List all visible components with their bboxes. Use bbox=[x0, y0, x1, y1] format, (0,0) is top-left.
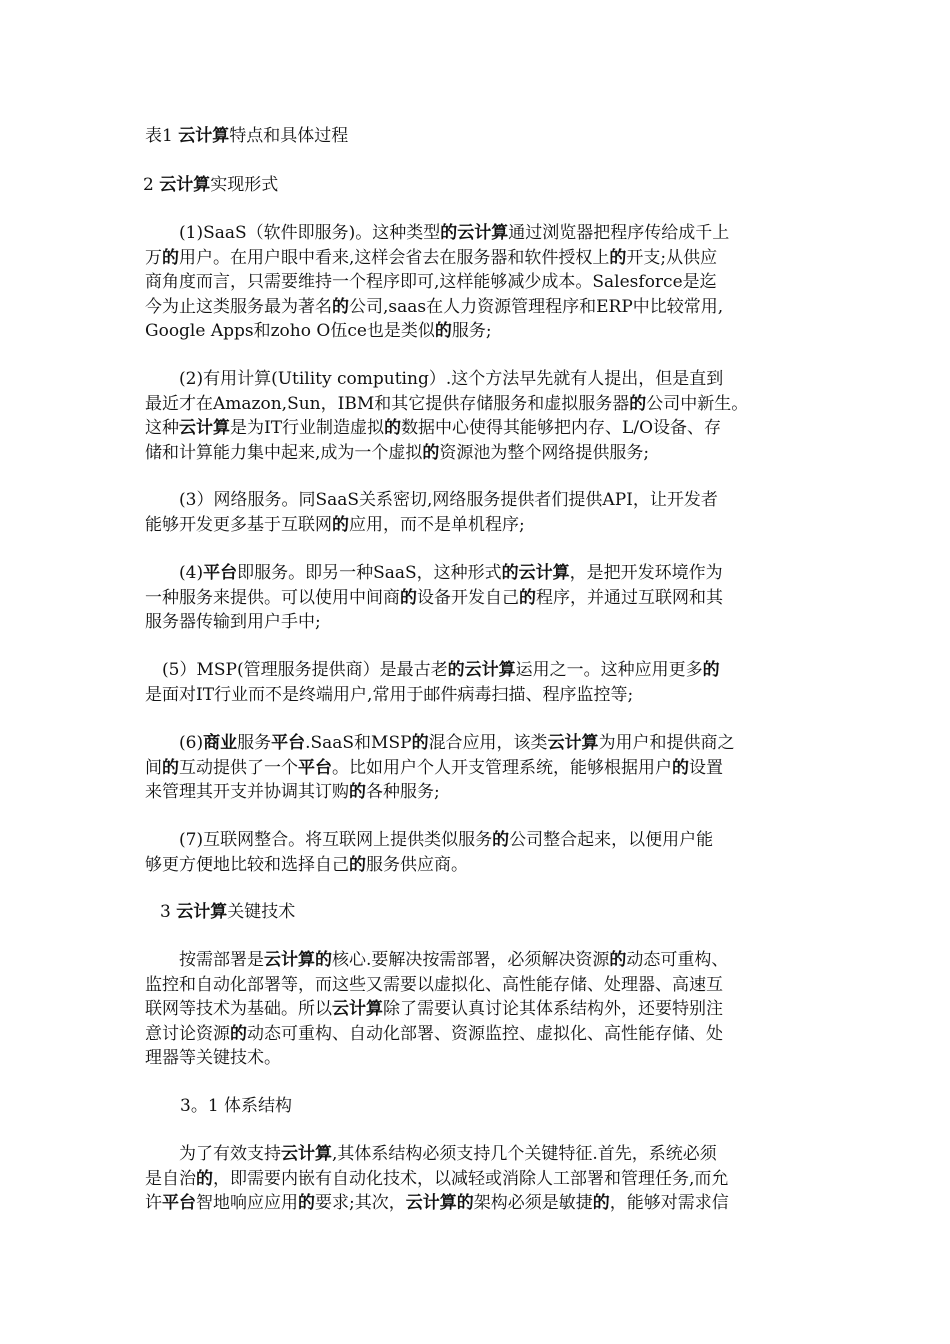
text-run: 够更方便地比较和选择自己 bbox=[145, 854, 349, 875]
bold-text-run: 的 bbox=[230, 1023, 247, 1044]
text-run: 除了需要认真讨论其体系结构外，还要特别注 bbox=[383, 999, 723, 1019]
text-run: 是面对IT行业而不是终端用户,常用于邮件病毒扫描、程序监控等; bbox=[145, 684, 634, 705]
text-run: (7)互联网整合。将互联网上提供类似服务 bbox=[145, 830, 493, 850]
bold-text-run: 的云计算 bbox=[447, 660, 516, 680]
bold-text-run: 的 bbox=[384, 418, 402, 438]
text-run: 服务 bbox=[237, 733, 272, 753]
paragraph-key-technologies bbox=[145, 948, 805, 1071]
text-run: 最近才在Amazon,Sun，IBM和其它提供存储服务和虚拟服务器 bbox=[145, 393, 630, 414]
text-run: (6) bbox=[145, 733, 204, 753]
text-line bbox=[145, 610, 805, 635]
text-line bbox=[145, 295, 805, 320]
text-run: 。比如用户个人开支管理系统，能够根据用户 bbox=[332, 757, 672, 778]
text-line bbox=[145, 1142, 805, 1167]
section-3-heading bbox=[160, 900, 295, 925]
text-run: 设置 bbox=[689, 757, 723, 778]
paragraph-commerce-platform bbox=[145, 731, 805, 805]
text-run: 用户。在用户眼中看来,这样会省去在服务器和软件授权上 bbox=[179, 247, 610, 268]
text-run: 开支;从供应 bbox=[626, 247, 718, 268]
text-run: 要求;其次， bbox=[315, 1193, 406, 1213]
text-run: 资源池为整个网络提供服务; bbox=[439, 442, 650, 463]
text-line bbox=[145, 513, 805, 538]
bold-text-run: 云计算 bbox=[176, 902, 228, 922]
bold-text-run: 的 bbox=[298, 1193, 315, 1213]
text-run: 一种服务来提供。可以使用中间商 bbox=[145, 587, 400, 608]
bold-text-run: 的 bbox=[332, 296, 349, 317]
bold-text-run: 的云计算 bbox=[440, 223, 509, 243]
text-run: 3 bbox=[160, 902, 177, 922]
text-run: Google Apps和zoho O伍ce也是类似 bbox=[145, 321, 435, 341]
text-line bbox=[145, 270, 805, 295]
text-line bbox=[145, 780, 805, 805]
text-run: 服务; bbox=[451, 321, 492, 341]
text-run: 服务供应商。 bbox=[366, 854, 468, 875]
bold-text-run: 的 bbox=[349, 782, 366, 802]
bold-text-run: 的 bbox=[332, 514, 349, 535]
bold-text-run: 的云计算 bbox=[501, 563, 570, 583]
text-run: 监控和自动化部署等，而这些又需要以虚拟化、高性能存储、处理器、高速互 bbox=[145, 974, 723, 995]
text-run: 动态可重构、自动化部署、资源监控、虚拟化、高性能存储、处 bbox=[247, 1023, 723, 1044]
bold-text-run: 商业 bbox=[203, 733, 238, 753]
bold-text-run: 的 bbox=[702, 660, 720, 680]
bold-text-run: 平台 bbox=[162, 1193, 196, 1213]
paragraph-paas bbox=[145, 561, 805, 635]
text-line bbox=[145, 948, 805, 973]
bold-text-run: 的 bbox=[422, 442, 440, 463]
text-run: 运用之一。这种应用更多 bbox=[515, 660, 703, 680]
text-line bbox=[145, 731, 805, 756]
text-run: 架构必须是敏捷 bbox=[473, 1193, 593, 1213]
bold-text-run: 云计算 bbox=[178, 126, 230, 146]
text-line bbox=[145, 1022, 805, 1047]
text-run: 联网等技术为基础。所以 bbox=[145, 999, 332, 1019]
text-run: 通过浏览器把程序传给成千上 bbox=[508, 223, 730, 243]
text-run: (4) bbox=[145, 563, 204, 583]
bold-text-run: 平台 bbox=[203, 563, 238, 583]
text-line bbox=[145, 586, 805, 611]
text-run: 动态可重构、 bbox=[626, 950, 729, 970]
text-run: 是为IT行业制造虚拟 bbox=[230, 418, 385, 438]
table-caption bbox=[145, 124, 348, 149]
text-run: ,其体系结构必须支持几个关键特征.首先，系统必须 bbox=[332, 1144, 717, 1164]
bold-text-run: 云计算 bbox=[159, 175, 211, 195]
bold-text-run: 的 bbox=[162, 247, 179, 268]
bold-text-run: 的 bbox=[434, 321, 452, 341]
text-run: 智地响应应用 bbox=[196, 1193, 298, 1213]
text-run: 3。1 体系结构 bbox=[180, 1096, 293, 1116]
text-run: 是自治 bbox=[145, 1168, 196, 1189]
text-line bbox=[145, 1046, 805, 1071]
section-3-1-heading bbox=[180, 1094, 292, 1119]
text-run: 数据中心使得其能够把内存、L/O设备、存 bbox=[401, 418, 722, 438]
bold-text-run: 的 bbox=[592, 1193, 610, 1213]
bold-text-run: 云计算的 bbox=[264, 950, 332, 970]
bold-text-run: 的 bbox=[349, 854, 366, 875]
bold-text-run: 云计算 bbox=[332, 999, 383, 1019]
bold-text-run: 的 bbox=[609, 950, 627, 970]
bold-text-run: 平台 bbox=[271, 733, 306, 753]
text-run: 特点和具体过程 bbox=[229, 126, 349, 146]
text-line bbox=[145, 416, 805, 441]
text-run: 来管理其开支并协调其订购 bbox=[145, 782, 349, 802]
text-run: 公司中新生。 bbox=[646, 393, 749, 414]
paragraph-utility-computing bbox=[145, 367, 805, 465]
text-run: ，能够对需求信 bbox=[609, 1193, 729, 1213]
section-2-heading bbox=[143, 173, 278, 198]
bold-text-run: 的 bbox=[196, 1168, 213, 1189]
text-run: 间 bbox=[145, 757, 162, 778]
paragraph-internet-integration bbox=[145, 828, 805, 877]
text-run: 实现形式 bbox=[210, 175, 279, 195]
bold-text-run: 的 bbox=[672, 757, 689, 778]
text-run: 公司,saas在人力资源管理程序和ERP中比较常用, bbox=[349, 296, 724, 317]
text-run: 设备开发自己 bbox=[417, 587, 519, 608]
paragraph-saas bbox=[145, 221, 805, 344]
text-run: 能够开发更多基于互联网 bbox=[145, 514, 332, 535]
text-run: (3）网络服务。同SaaS关系密切,网络服务提供者们提供API，让开发者 bbox=[145, 490, 718, 510]
text-run: 储和计算能力集中起来,成为一个虚拟 bbox=[145, 442, 423, 463]
text-line bbox=[145, 1191, 805, 1216]
bold-text-run: 云计算 bbox=[179, 418, 230, 438]
paragraph-msp bbox=[145, 658, 805, 707]
text-line bbox=[145, 561, 805, 586]
text-run: 为用户和提供商之 bbox=[598, 733, 735, 753]
paragraph-architecture bbox=[145, 1142, 805, 1216]
text-run: ，即需要内嵌有自动化技术，以减轻或消除人工部署和管理任务,而允 bbox=[213, 1168, 729, 1189]
text-line bbox=[145, 488, 805, 513]
text-line bbox=[145, 683, 805, 708]
text-run: 许 bbox=[145, 1193, 162, 1213]
text-run: 混合应用，该类 bbox=[428, 733, 548, 753]
text-line bbox=[145, 441, 805, 466]
text-run: 理器等关键技术。 bbox=[145, 1048, 281, 1068]
text-run: 今为止这类服务最为著名 bbox=[145, 296, 332, 317]
text-run: 公司整合起来，以便用户能 bbox=[509, 830, 714, 850]
bold-text-run: 的 bbox=[400, 587, 417, 608]
text-run: (1)SaaS（软件即服务)。这种类型 bbox=[145, 223, 441, 243]
text-line bbox=[145, 319, 805, 344]
bold-text-run: 的 bbox=[411, 733, 429, 753]
text-run: 为了有效支持 bbox=[145, 1144, 281, 1164]
paragraph-web-services bbox=[145, 488, 805, 537]
bold-text-run: 云计算 bbox=[281, 1144, 332, 1164]
text-run: .SaaS和MSP bbox=[305, 733, 412, 753]
text-run: (5）MSP(管理服务提供商）是最古老 bbox=[145, 660, 448, 680]
text-run: 按需部署是 bbox=[145, 950, 264, 970]
text-run: 服务器传输到用户手中; bbox=[145, 612, 321, 632]
text-line bbox=[145, 973, 805, 998]
text-line bbox=[145, 367, 805, 392]
text-run: 即服务。即另一种SaaS，这种形式 bbox=[237, 563, 502, 583]
text-run: 这种 bbox=[145, 418, 179, 438]
bold-text-run: 的 bbox=[609, 247, 627, 268]
text-line bbox=[145, 658, 805, 683]
text-run: 应用，而不是单机程序; bbox=[349, 514, 525, 535]
bold-text-run: 的 bbox=[162, 757, 179, 778]
text-run: 各种服务; bbox=[366, 782, 440, 802]
text-run: (2)有用计算(Utility computing）.这个方法早先就有人提出，但是直到 bbox=[145, 369, 724, 389]
bold-text-run: 的 bbox=[519, 587, 536, 608]
text-run: ，是把开发环境作为 bbox=[569, 563, 723, 583]
text-line bbox=[145, 246, 805, 271]
text-run: 关键技术 bbox=[227, 902, 296, 922]
bold-text-run: 云计算的 bbox=[405, 1193, 474, 1213]
text-run: 万 bbox=[145, 247, 162, 268]
bold-text-run: 的 bbox=[629, 393, 647, 414]
text-line bbox=[145, 853, 805, 878]
text-line bbox=[145, 997, 805, 1022]
text-run: 互动提供了一个 bbox=[179, 757, 298, 778]
bold-text-run: 平台 bbox=[298, 757, 332, 778]
bold-text-run: 云计算 bbox=[547, 733, 599, 753]
text-line bbox=[145, 392, 805, 417]
text-run: 程序，并通过互联网和其 bbox=[536, 587, 723, 608]
text-line bbox=[145, 1167, 805, 1192]
bold-text-run: 的 bbox=[492, 830, 510, 850]
text-run: 商角度而言，只需要维持一个程序即可,这样能够减少成本。Salesforce是迄 bbox=[145, 272, 717, 292]
text-run: 2 bbox=[143, 175, 160, 195]
text-line bbox=[145, 828, 805, 853]
text-run: 表1 bbox=[145, 126, 179, 146]
text-line bbox=[145, 221, 805, 246]
text-run: 意讨论资源 bbox=[145, 1023, 230, 1044]
text-run: 核心.要解决按需部署，必须解决资源 bbox=[332, 950, 610, 970]
text-line bbox=[145, 756, 805, 781]
